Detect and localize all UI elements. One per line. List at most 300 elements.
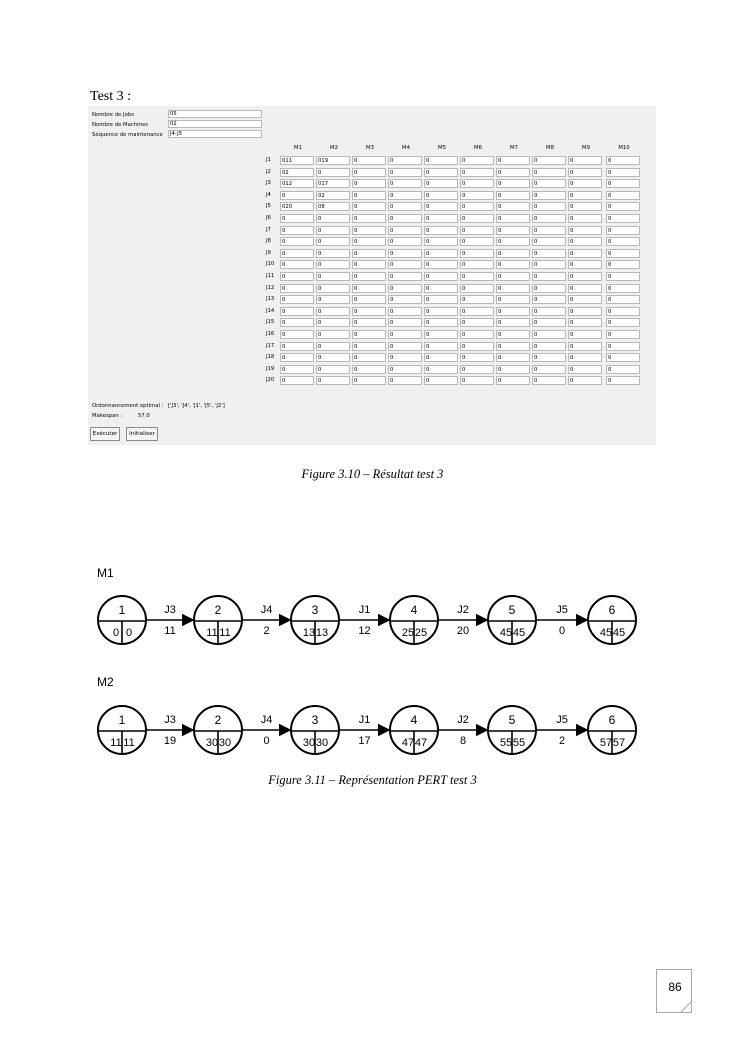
- time-cell[interactable]: 0: [568, 307, 602, 316]
- time-cell[interactable]: 0: [606, 307, 640, 316]
- pert-node-id: 2: [214, 603, 222, 617]
- time-cell[interactable]: 0: [606, 202, 640, 211]
- time-cell[interactable]: 0: [460, 156, 494, 165]
- pert-edge-duration: 11: [164, 625, 176, 637]
- makespan-value: 57.0: [138, 413, 150, 419]
- pert-edge-job: J3: [164, 714, 176, 726]
- time-cell[interactable]: 0: [280, 260, 314, 269]
- time-cell[interactable]: 0: [568, 168, 602, 177]
- time-cell[interactable]: 0: [532, 156, 566, 165]
- time-cell[interactable]: 0: [496, 353, 530, 362]
- pert-node-id: 4: [410, 603, 418, 617]
- column-header: M8: [546, 145, 554, 151]
- pert-node-latest: 11: [123, 737, 135, 749]
- execute-button[interactable]: Exécuter: [90, 427, 120, 441]
- time-cell[interactable]: 0: [532, 295, 566, 304]
- time-cell[interactable]: 0: [424, 365, 458, 374]
- row-label: J14: [266, 307, 275, 314]
- time-cell[interactable]: 0: [352, 365, 386, 374]
- time-cell[interactable]: 0: [532, 353, 566, 362]
- pert-edge-duration: 12: [358, 625, 371, 637]
- time-cell[interactable]: 0: [532, 202, 566, 211]
- row-label: J11: [266, 273, 275, 279]
- time-cell[interactable]: 0: [606, 249, 640, 258]
- time-cell[interactable]: 0: [388, 260, 422, 269]
- pert-node-earliest: 0: [112, 627, 120, 639]
- time-cell[interactable]: 0: [568, 330, 602, 339]
- time-cell[interactable]: 0: [568, 191, 602, 200]
- pert-node-id: 3: [311, 603, 319, 617]
- row-label: J17: [266, 342, 275, 349]
- pert-edge-duration: 2: [558, 735, 566, 747]
- time-cell[interactable]: 0: [532, 330, 566, 339]
- pert-node-id: 6: [608, 603, 616, 617]
- row-label: J8: [266, 238, 271, 245]
- time-cell[interactable]: 0: [460, 214, 494, 223]
- pert-node-latest: 45: [512, 627, 526, 639]
- pert-edge-duration: 2: [263, 625, 270, 637]
- row-label: J10: [266, 261, 275, 268]
- time-cell[interactable]: 0: [316, 249, 350, 258]
- pert-node-earliest: 57: [599, 737, 613, 749]
- time-cell[interactable]: 0: [532, 179, 566, 188]
- row-label: J19: [266, 365, 275, 372]
- figure-caption-3-11: Figure 3.11 – Représentation PERT test 3: [268, 773, 477, 787]
- time-cell[interactable]: 0: [424, 353, 458, 362]
- time-cell[interactable]: 0: [568, 237, 602, 246]
- time-cell[interactable]: 0: [352, 179, 386, 188]
- time-cell[interactable]: 0: [316, 237, 350, 246]
- time-cell[interactable]: 0: [352, 330, 386, 339]
- pert-edge-job: J5: [556, 604, 568, 616]
- column-header: M4: [402, 145, 410, 151]
- time-cell[interactable]: 020: [280, 202, 314, 211]
- row-label: J3: [266, 180, 271, 187]
- time-cell[interactable]: 0: [388, 179, 422, 188]
- pert-node-latest: 11: [219, 627, 231, 639]
- time-cell[interactable]: 0: [280, 353, 314, 362]
- time-cell[interactable]: 0: [316, 214, 350, 223]
- time-cell[interactable]: 0: [280, 214, 314, 223]
- pert-node-latest: 30: [218, 737, 232, 749]
- time-cell[interactable]: 0: [532, 365, 566, 374]
- time-cell[interactable]: 0: [460, 307, 494, 316]
- pert-node-earliest: 25: [401, 627, 415, 639]
- time-cell[interactable]: 0: [606, 214, 640, 223]
- time-cell[interactable]: 0: [424, 318, 458, 327]
- time-cell[interactable]: 017: [316, 179, 350, 188]
- pert-edge-duration: 20: [456, 625, 470, 637]
- time-cell[interactable]: 011: [280, 156, 314, 165]
- time-cell[interactable]: 0: [606, 272, 640, 281]
- pert-node-id: 5: [508, 713, 516, 727]
- time-cell[interactable]: 08: [316, 202, 350, 211]
- time-cell[interactable]: 0: [496, 168, 530, 177]
- time-cell[interactable]: 0: [388, 318, 422, 327]
- time-cell[interactable]: 0: [388, 168, 422, 177]
- time-cell[interactable]: 0: [606, 284, 640, 293]
- time-cell[interactable]: 0: [568, 318, 602, 327]
- time-cell[interactable]: 0: [280, 342, 314, 351]
- time-cell[interactable]: 0: [424, 214, 458, 223]
- time-cell[interactable]: 0: [568, 249, 602, 258]
- time-cell[interactable]: 0: [352, 168, 386, 177]
- time-cell[interactable]: 0: [424, 272, 458, 281]
- time-cell[interactable]: 0: [532, 318, 566, 327]
- time-cell[interactable]: 0: [280, 330, 314, 339]
- time-cell[interactable]: 0: [352, 353, 386, 362]
- time-cell[interactable]: 0: [496, 237, 530, 246]
- time-cell[interactable]: 0: [352, 191, 386, 200]
- time-cell[interactable]: 0: [460, 272, 494, 281]
- time-cell[interactable]: 0: [568, 284, 602, 293]
- time-cell[interactable]: 0: [532, 260, 566, 269]
- time-cell[interactable]: 0: [388, 307, 422, 316]
- time-cell[interactable]: 0: [496, 249, 530, 258]
- time-cell[interactable]: 0: [606, 226, 640, 235]
- pert-edge-job: J1: [358, 714, 371, 726]
- time-cell[interactable]: 0: [568, 342, 602, 351]
- time-cell[interactable]: 0: [424, 342, 458, 351]
- pert-node-earliest: 47: [401, 737, 415, 749]
- pert-node-id: 6: [608, 713, 616, 727]
- time-cell[interactable]: 0: [424, 260, 458, 269]
- pert-node-earliest: 30: [205, 737, 219, 749]
- time-cell[interactable]: 0: [424, 295, 458, 304]
- pert-edge-duration: 19: [163, 735, 177, 747]
- time-cell[interactable]: 0: [280, 226, 314, 235]
- machines-label: Nombre de Machines: [92, 122, 148, 128]
- time-cell[interactable]: 0: [388, 156, 422, 165]
- page-number: 86: [668, 980, 682, 994]
- time-cell[interactable]: 0: [532, 284, 566, 293]
- time-cell[interactable]: 0: [280, 307, 314, 316]
- pert-node-id: 4: [410, 713, 418, 727]
- jobs-input[interactable]: 05: [168, 110, 262, 118]
- time-cell[interactable]: 0: [388, 214, 422, 223]
- reset-button[interactable]: Initialiser: [126, 427, 158, 441]
- time-cell[interactable]: 0: [280, 295, 314, 304]
- time-cell[interactable]: 0: [460, 226, 494, 235]
- time-cell[interactable]: 0: [460, 284, 494, 293]
- time-cell[interactable]: 0: [568, 179, 602, 188]
- column-header: M7: [510, 145, 518, 151]
- pert-edge-job: J1: [358, 604, 371, 616]
- time-cell[interactable]: 0: [568, 295, 602, 304]
- time-cell[interactable]: 0: [352, 284, 386, 293]
- pert-node-earliest: 55: [499, 737, 513, 749]
- column-header: M2: [330, 145, 338, 151]
- time-cell[interactable]: 0: [496, 272, 530, 281]
- row-label: J5: [266, 203, 271, 210]
- time-cell[interactable]: 0: [606, 168, 640, 177]
- time-cell[interactable]: 0: [352, 376, 386, 385]
- time-cell[interactable]: 0: [532, 226, 566, 235]
- time-cell[interactable]: 0: [532, 237, 566, 246]
- time-cell[interactable]: 0: [316, 284, 350, 293]
- time-cell[interactable]: 0: [316, 307, 350, 316]
- row-label: J2: [266, 168, 271, 175]
- time-cell[interactable]: 0: [424, 330, 458, 339]
- time-cell[interactable]: 0: [280, 365, 314, 374]
- pert-node-earliest: 30: [302, 737, 316, 749]
- time-cell[interactable]: 0: [606, 179, 640, 188]
- time-cell[interactable]: 0: [460, 353, 494, 362]
- pert-node-earliest: 45: [499, 627, 513, 639]
- time-cell[interactable]: 02: [280, 168, 314, 177]
- time-cell[interactable]: 0: [606, 330, 640, 339]
- pert-edge-duration: 0: [263, 735, 270, 747]
- time-cell[interactable]: 0: [496, 365, 530, 374]
- time-cell[interactable]: 0: [424, 237, 458, 246]
- time-cell[interactable]: 0: [460, 191, 494, 200]
- time-cell[interactable]: 0: [424, 179, 458, 188]
- time-cell[interactable]: 0: [606, 237, 640, 246]
- time-cell[interactable]: 0: [568, 214, 602, 223]
- time-cell[interactable]: 0: [424, 202, 458, 211]
- time-cell[interactable]: 0: [388, 237, 422, 246]
- time-cell[interactable]: 0: [496, 260, 530, 269]
- time-cell[interactable]: 0: [316, 168, 350, 177]
- time-cell[interactable]: 0: [280, 376, 314, 385]
- time-cell[interactable]: 0: [460, 318, 494, 327]
- pert-node-latest: 55: [512, 737, 526, 749]
- jobs-label: Nombre de Jobs: [92, 112, 134, 118]
- time-cell[interactable]: 0: [568, 202, 602, 211]
- time-cell[interactable]: 0: [606, 295, 640, 304]
- time-cell[interactable]: 0: [352, 249, 386, 258]
- row-label: J15: [266, 319, 275, 326]
- pert-node-earliest: 11: [206, 627, 218, 639]
- time-cell[interactable]: 0: [352, 237, 386, 246]
- figure-caption-3-10: Figure 3.10 – Résultat test 3: [301, 467, 444, 481]
- schedule-label: Ordonnancement optimal :: [92, 403, 164, 409]
- machine-label-m1: M1: [97, 566, 114, 580]
- pert-edge-duration: 17: [358, 735, 371, 747]
- time-cell[interactable]: 0: [388, 330, 422, 339]
- time-cell[interactable]: 0: [460, 168, 494, 177]
- time-cell[interactable]: 0: [496, 226, 530, 235]
- time-cell[interactable]: 0: [424, 307, 458, 316]
- time-cell[interactable]: 0: [280, 272, 314, 281]
- pert-node-latest: 45: [612, 627, 626, 639]
- time-cell[interactable]: 0: [532, 307, 566, 316]
- time-cell[interactable]: 0: [496, 214, 530, 223]
- time-cell[interactable]: 0: [460, 249, 494, 258]
- pert-node-latest: 47: [414, 737, 428, 749]
- column-header: M5: [438, 145, 446, 151]
- column-header: M3: [366, 145, 374, 151]
- time-cell[interactable]: 0: [496, 376, 530, 385]
- time-cell[interactable]: 0: [388, 353, 422, 362]
- time-cell[interactable]: 0: [606, 260, 640, 269]
- pert-node-id: 5: [508, 603, 516, 617]
- time-cell[interactable]: 0: [352, 214, 386, 223]
- time-cell[interactable]: 0: [568, 226, 602, 235]
- time-cell[interactable]: 0: [388, 202, 422, 211]
- sequence-label: Séquence de maintenance: [92, 132, 163, 138]
- time-cell[interactable]: 0: [424, 168, 458, 177]
- time-cell[interactable]: 0: [424, 226, 458, 235]
- time-cell[interactable]: 0: [280, 284, 314, 293]
- time-cell[interactable]: 0: [388, 191, 422, 200]
- pert-node-id: 3: [311, 713, 319, 727]
- time-cell[interactable]: 0: [316, 376, 350, 385]
- time-cell[interactable]: 0: [532, 376, 566, 385]
- pert-node-latest: 0: [125, 627, 133, 639]
- time-cell[interactable]: 0: [424, 284, 458, 293]
- time-cell[interactable]: 02: [316, 191, 350, 200]
- time-cell[interactable]: 0: [424, 376, 458, 385]
- time-cell[interactable]: 0: [316, 330, 350, 339]
- time-cell[interactable]: 0: [280, 249, 314, 258]
- row-label: J4: [266, 191, 271, 198]
- time-cell[interactable]: 0: [606, 191, 640, 200]
- time-cell[interactable]: 0: [568, 353, 602, 362]
- time-cell[interactable]: 0: [568, 365, 602, 374]
- row-label: J13: [266, 296, 275, 303]
- time-cell[interactable]: 0: [532, 168, 566, 177]
- time-cell[interactable]: 0: [352, 342, 386, 351]
- time-cell[interactable]: 0: [352, 156, 386, 165]
- makespan-label: Makespan :: [92, 413, 123, 419]
- time-cell[interactable]: 0: [606, 376, 640, 385]
- time-cell[interactable]: 0: [316, 272, 350, 281]
- time-cell[interactable]: 0: [388, 365, 422, 374]
- time-cell[interactable]: 0: [352, 318, 386, 327]
- time-cell[interactable]: 0: [496, 202, 530, 211]
- time-cell[interactable]: 012: [280, 179, 314, 188]
- pert-edge-job: J4: [260, 604, 273, 616]
- time-cell[interactable]: 0: [388, 284, 422, 293]
- row-label: J12: [266, 284, 275, 291]
- time-cell[interactable]: 0: [460, 365, 494, 374]
- pert-edge-job: J3: [164, 604, 176, 616]
- time-cell[interactable]: 0: [568, 376, 602, 385]
- pert-edge-job: J2: [457, 714, 469, 726]
- time-cell[interactable]: 0: [606, 318, 640, 327]
- time-cell[interactable]: 0: [532, 191, 566, 200]
- time-cell[interactable]: 0: [316, 318, 350, 327]
- pert-diagram-m1: [0, 584, 745, 656]
- time-cell[interactable]: 0: [388, 376, 422, 385]
- time-cell[interactable]: 0: [606, 353, 640, 362]
- time-cell[interactable]: 0: [316, 353, 350, 362]
- time-cell[interactable]: 0: [316, 260, 350, 269]
- time-cell[interactable]: 0: [460, 376, 494, 385]
- column-header: M9: [582, 145, 590, 151]
- time-cell[interactable]: 0: [352, 202, 386, 211]
- pert-edge-job: J2: [457, 604, 469, 616]
- time-cell[interactable]: 0: [460, 295, 494, 304]
- time-cell[interactable]: 0: [532, 342, 566, 351]
- time-cell[interactable]: 019: [316, 156, 350, 165]
- time-cell[interactable]: 0: [496, 156, 530, 165]
- time-cell[interactable]: 0: [388, 295, 422, 304]
- pert-node-earliest: 45: [599, 627, 613, 639]
- time-cell[interactable]: 0: [568, 272, 602, 281]
- time-cell[interactable]: 0: [316, 295, 350, 304]
- column-header: M6: [474, 145, 482, 151]
- schedule-value: ['J3', 'J4', 'J1', 'J5', 'J2']: [168, 403, 225, 409]
- time-cell[interactable]: 0: [280, 191, 314, 200]
- time-cell[interactable]: 0: [496, 307, 530, 316]
- time-cell[interactable]: 0: [568, 156, 602, 165]
- row-label: J18: [266, 354, 275, 361]
- time-cell[interactable]: 0: [352, 295, 386, 304]
- time-cell[interactable]: 0: [280, 318, 314, 327]
- pert-edge-job: J5: [556, 714, 568, 726]
- sequence-input[interactable]: J4-J5: [168, 130, 262, 138]
- time-cell[interactable]: 0: [424, 249, 458, 258]
- time-cell[interactable]: 0: [606, 156, 640, 165]
- time-cell[interactable]: 0: [606, 342, 640, 351]
- time-cell[interactable]: 0: [460, 330, 494, 339]
- row-label: J9: [266, 249, 271, 256]
- time-cell[interactable]: 0: [496, 342, 530, 351]
- row-label: J7: [266, 226, 271, 233]
- pert-node-latest: 57: [612, 737, 626, 749]
- time-cell[interactable]: 0: [460, 237, 494, 246]
- time-cell[interactable]: 0: [460, 260, 494, 269]
- time-cell[interactable]: 0: [388, 249, 422, 258]
- time-cell[interactable]: 0: [496, 191, 530, 200]
- time-cell[interactable]: 0: [352, 226, 386, 235]
- pert-node-latest: 13: [315, 627, 329, 639]
- row-label: J1: [266, 157, 271, 163]
- machine-label-m2: M2: [97, 675, 114, 689]
- time-cell[interactable]: 0: [460, 179, 494, 188]
- time-cell[interactable]: 0: [496, 284, 530, 293]
- time-cell[interactable]: 0: [316, 365, 350, 374]
- time-cell[interactable]: 0: [352, 307, 386, 316]
- time-cell[interactable]: 0: [568, 260, 602, 269]
- time-cell[interactable]: 0: [316, 226, 350, 235]
- machines-input[interactable]: 02: [168, 120, 262, 128]
- time-cell[interactable]: 0: [496, 179, 530, 188]
- time-cell[interactable]: 0: [388, 272, 422, 281]
- time-cell[interactable]: 0: [496, 330, 530, 339]
- row-label: J16: [266, 331, 275, 337]
- time-cell[interactable]: 0: [424, 191, 458, 200]
- column-header: M1: [294, 145, 302, 151]
- page-curl-icon: [680, 1001, 692, 1013]
- time-cell[interactable]: 0: [280, 237, 314, 246]
- time-cell[interactable]: 0: [352, 272, 386, 281]
- time-cell[interactable]: 0: [532, 249, 566, 258]
- time-cell[interactable]: 0: [352, 260, 386, 269]
- pert-edge-job: J4: [260, 714, 273, 726]
- test-heading: Test 3 :: [90, 89, 132, 104]
- time-cell[interactable]: 0: [606, 365, 640, 374]
- time-cell[interactable]: 0: [388, 342, 422, 351]
- time-cell[interactable]: 0: [460, 202, 494, 211]
- time-cell[interactable]: 0: [316, 342, 350, 351]
- row-label: J20: [266, 377, 275, 384]
- time-cell[interactable]: 0: [532, 272, 566, 281]
- time-cell[interactable]: 0: [460, 342, 494, 351]
- pert-edge-duration: 8: [459, 735, 467, 747]
- time-cell[interactable]: 0: [532, 214, 566, 223]
- pert-node-earliest: 13: [302, 627, 316, 639]
- pert-node-latest: 25: [414, 627, 428, 639]
- time-cell[interactable]: 0: [496, 318, 530, 327]
- pert-edge-duration: 0: [558, 625, 566, 637]
- time-cell[interactable]: 0: [496, 295, 530, 304]
- time-cell[interactable]: 0: [388, 226, 422, 235]
- time-cell[interactable]: 0: [424, 156, 458, 165]
- pert-node-id: 1: [118, 713, 126, 727]
